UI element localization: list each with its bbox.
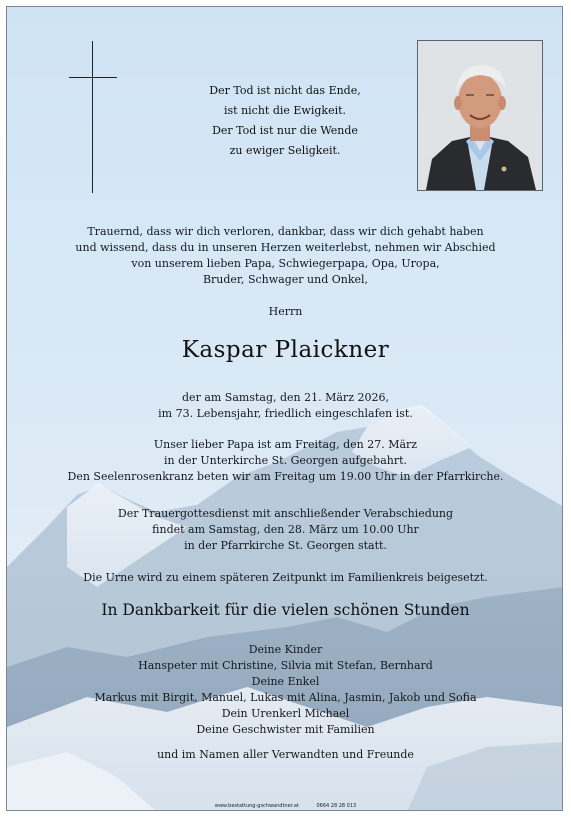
mourners-line: Deine Kinder <box>248 643 323 656</box>
mourners-line: Dein Urenkerl Michael <box>221 707 350 720</box>
funeral-line: Der Trauergottesdienst mit anschließender Verabschiedung <box>117 507 454 520</box>
laid-out-line: in der Unterkirche St. Georgen aufgebahrt. <box>163 454 408 467</box>
poem-line: Der Tod ist nicht das Ende, <box>209 84 361 97</box>
obituary-card <box>6 6 563 811</box>
intro-line: Trauernd, dass wir dich verloren, dankbar, dass wir dich gehabt haben <box>87 225 484 238</box>
mourners-line: Markus mit Birgit, Manuel, Lukas mit Alina, Jasmin, Jakob und Sofia <box>94 691 477 704</box>
portrait-photo <box>417 40 543 191</box>
intro-line: Bruder, Schwager und Onkel, <box>202 273 369 286</box>
footer-phone: 0664 28 28 013 <box>316 803 357 809</box>
death-line: der am Samstag, den 21. März 2026, <box>182 391 389 404</box>
mourners-line: Deine Geschwister mit Familien <box>196 723 375 736</box>
death-line: im 73. Lebensjahr, friedlich eingeschlafen ist. <box>158 407 413 420</box>
deceased-name: Kaspar Plaickner <box>181 337 390 363</box>
footer-website: www.bestattung-gschwandtner.at <box>214 803 299 809</box>
funeral-line: findet am Samstag, den 28. März um 10.00 Uhr <box>152 523 419 536</box>
latin-cross-icon <box>69 41 117 193</box>
urn-notice: Die Urne wird zu einem späteren Zeitpunkt im Familienkreis beigesetzt. <box>83 571 488 584</box>
thanks-heading: In Dankbarkeit für die vielen schönen Stunden <box>101 601 470 619</box>
funeral-line: in der Pfarrkirche St. Georgen statt. <box>184 539 387 552</box>
footer <box>27 802 544 810</box>
mourners-line: Deine Enkel <box>251 675 320 688</box>
mourners-list <box>27 642 544 738</box>
intro-line: von unserem lieben Papa, Schwiegerpapa, Opa, Uropa, <box>131 257 440 270</box>
closing-line: und im Namen aller Verwandten und Freunde <box>157 748 414 761</box>
salutation: Herrn <box>268 305 303 318</box>
poem-line: zu ewiger Seligkeit. <box>229 144 341 157</box>
laid-out-line: Unser lieber Papa ist am Freitag, den 27. März <box>153 438 418 451</box>
laid-out-notice <box>27 437 544 485</box>
mourners-line: Hanspeter mit Christine, Silvia mit Stefan, Bernhard <box>138 659 433 672</box>
funeral-notice <box>27 506 544 554</box>
death-notice <box>27 390 544 422</box>
intro-text <box>27 224 544 288</box>
poem <box>175 81 395 161</box>
intro-line: und wissend, dass du in unseren Herzen weiterlebst, nehmen wir Abschied <box>75 241 496 254</box>
poem-line: Der Tod ist nur die Wende <box>212 124 358 137</box>
poem-line: ist nicht die Ewigkeit. <box>223 104 347 117</box>
laid-out-line: Den Seelenrosenkranz beten wir am Freitag um 19.00 Uhr in der Pfarrkirche. <box>67 470 504 483</box>
